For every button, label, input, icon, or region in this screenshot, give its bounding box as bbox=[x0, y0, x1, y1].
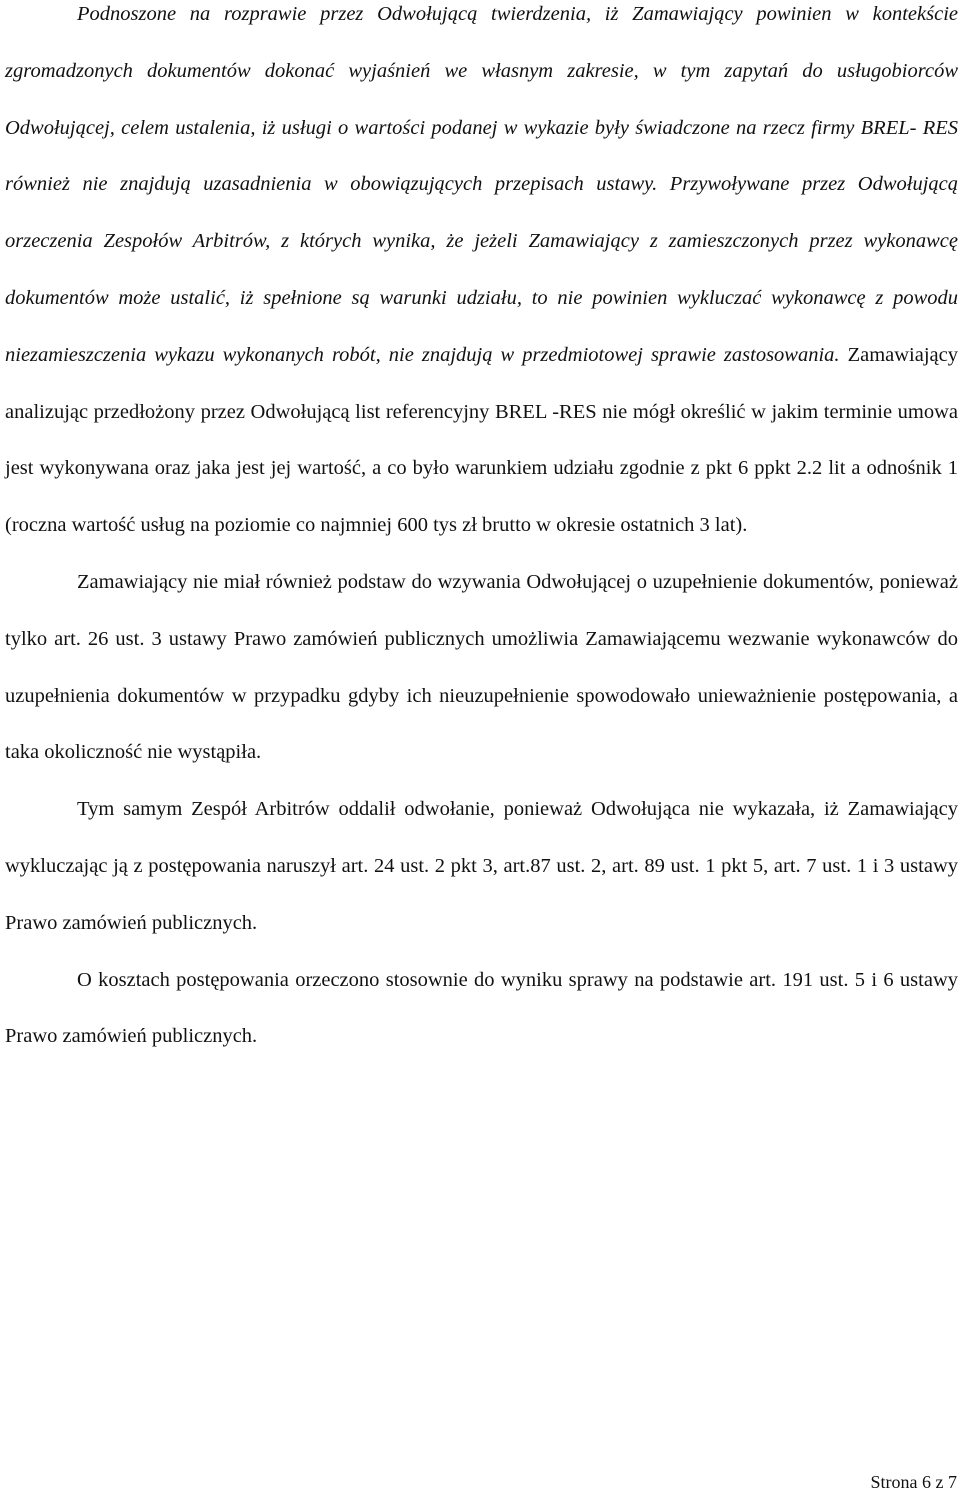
paragraph-arguments-sentence-3: Zamawiający analizując przedłożony przez Odwołującą list referencyjny BREL -RES nie mógł określić w jakim terminie umowa jest wykonywana oraz jaka jest jej wartość, a co było warunkiem udziału zgodnie z pkt 6 ppkt 2.2 lit a odnośnik 1 (roczna wartość usług na poziomie co najmniej 600 tys zł brutto w okresie ostatnich 3 lat). bbox=[5, 343, 958, 537]
paragraph-no-grounds: Zamawiający nie miał również podstaw do wzywania Odwołującej o uzupełnienie dokumentów, ponieważ tylko art. 26 ust. 3 ustawy Prawo zamówień publicznych umożliwia Zamawiającemu wezwanie wykonawców do uzupełnienia dokumentów w przypadku gdyby ich nieuzupełnienie spowodowało unieważnienie postępowania, a taka okoliczność nie wystąpiła. bbox=[5, 570, 958, 764]
page-number: Strona 6 z 7 bbox=[870, 1472, 957, 1492]
paragraph-arguments-sentence-1: Podnoszone na rozprawie przez Odwołującą twierdzenia, iż Zamawiający powinien w kontekście zgromadzonych dokumentów dokonać wyjaśnień we własnym zakresie, w tym zapytań do usługobiorców Odwołującej, celem ustalenia, iż usługi o wartości podanej w wykazie były świadczone na rzecz firmy BREL- RES również nie znajdują uzasadnienia w obowiązujących przepisach ustawy. bbox=[5, 3, 958, 196]
paragraph-arguments-sentence-2: Przywoływane przez Odwołującą orzeczenia Zespołów Arbitrów, z których wynika, że jeżeli Zamawiający z zamieszczonych przez wykonawcę dokumentów może ustalić, iż spełnione są warunki udziału, to nie powinien wykluczać wykonawcę z powodu niezamieszczenia wykazu wykonanych robót, nie znajdują w przedmiotowej sprawie zastosowania. bbox=[5, 173, 958, 366]
paragraph-costs: O kosztach postępowania orzeczono stosownie do wyniku sprawy na podstawie art. 191 ust. 5 i 6 ustawy Prawo zamówień publicznych. bbox=[5, 968, 958, 1048]
paragraph-arguments bbox=[5, 0, 958, 554]
paragraph-ruling: Tym samym Zespół Arbitrów oddalił odwołanie, ponieważ Odwołująca nie wykazała, iż Zamawiający wykluczając ją z postępowania naruszył art. 24 ust. 2 pkt 3, art.87 ust. 2, art. 89 ust. 1 pkt 5, art. 7 ust. 1 i 3 ustawy Prawo zamówień publicznych. bbox=[5, 798, 958, 934]
document-page bbox=[5, 0, 958, 1065]
